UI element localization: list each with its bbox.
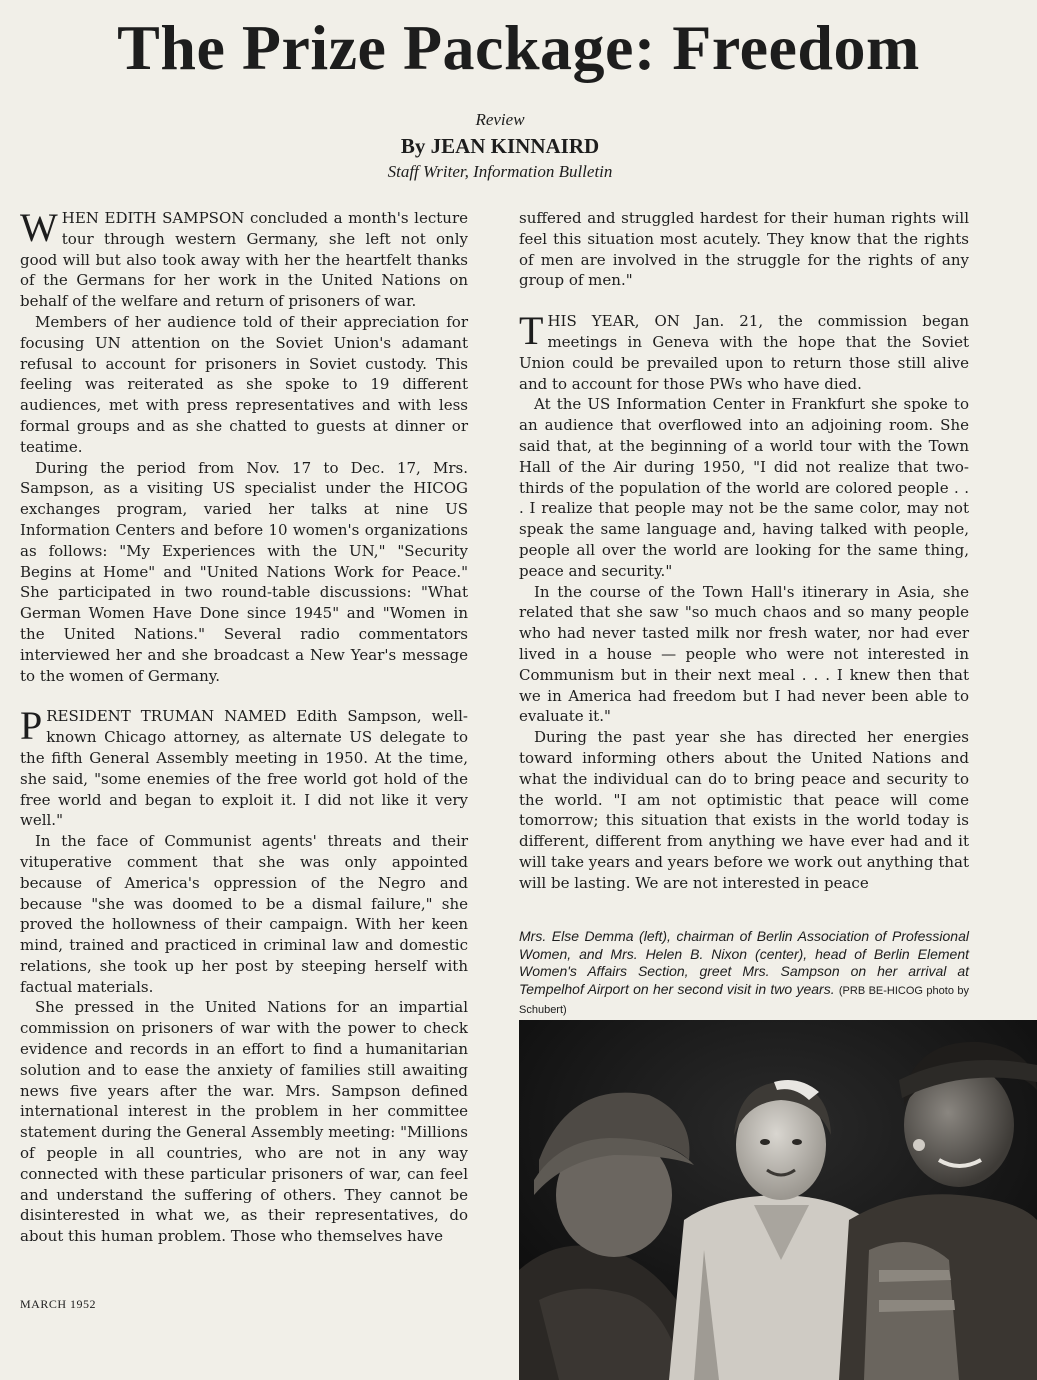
photo-credit: (PRB BE-HICOG photo by Schubert) <box>519 984 969 1016</box>
paragraph-11: During the past year she has directed her energies toward informing others about the United Nations and what the individual can do to bring peace and security to the world. "I am not optimistic that peace will come tomorrow; this situation that exists in the world today is different, different from anything we have ever had and it will take years and years before we work out anything that will be lasting. We are not interested in peace <box>519 728 969 892</box>
paragraph-8 <box>519 308 969 394</box>
photo-illustration <box>519 1020 1037 1380</box>
photo <box>519 1020 1037 1380</box>
byline <box>300 108 700 184</box>
paragraph-6: She pressed in the United Nations for an impartial commission on prisoners of war with the power to check evidence and records in an effort to find a humanitarian solution and to ease the anxiety of families still awaiting news five years after the war. Mrs. Sampson defined international interest in the problem in her committee statement during the General Assembly meeting: "Millions of people in all countries, who are not in any way connected with these particular prisoners of war, can feel and understand the suffering of others. They cannot be disinterested in what we, as their representatives, do about this human problem. Those who themselves have <box>20 998 468 1246</box>
paragraph-7: suffered and struggled hardest for their human rights will feel this situation most acutely. They know that the rights of men are involved in the struggle for the rights of any group of men." <box>519 209 969 290</box>
paragraph-5: In the face of Communist agents' threats and their vituperative comment that she was only appointed because of America's oppression of the Negro and because "she was doomed to be a dismal failure," she proved the hollowness of their campaign. With her keen mind, trained and practiced in criminal law and domestic relations, she took up her post by steeping herself with factual materials. <box>20 832 468 996</box>
caption-text: Mrs. Else Demma (left), chairman of Berlin Association of Professional Women, and Mrs. Helen B. Nixon (center), head of Berlin Element Women's Affairs Section, greet Mrs. Sampson on her arrival at Tempelhof Airport on her second visit in two years. <box>519 928 969 997</box>
section-label: Review <box>475 110 525 129</box>
drop-cap-t: T <box>519 308 544 354</box>
paragraph-10: In the course of the Town Hall's itinerary in Asia, she related that she saw "so much chaos and so many people who had never tasted milk nor fresh water, nor had ever lived in a house — people who were not interested in Communism but in their next meal . . . I knew then that we in America had freedom but I had never been able to evaluate it." <box>519 582 969 726</box>
issue-footer: MARCH 1952 <box>20 1297 97 1311</box>
paragraph-1-text: HEN EDITH SAMPSON concluded a month's lecture tour through western Germany, she left not only good will but also took away with her the heartfelt thanks of the Germans for her work in the United Nations on behalf of the welfare and return of prisoners of war. <box>20 209 468 311</box>
paragraph-1 <box>20 205 468 312</box>
paragraph-8-text: HIS YEAR, ON Jan. 21, the commission began meetings in Geneva with the hope that the Soviet Union could be prevailed upon to return those still alive and to account for those PWs who have died. <box>519 312 969 393</box>
photo-caption <box>519 928 969 1020</box>
paragraph-2: Members of her audience told of their appreciation for focusing UN attention on the Soviet Union's adamant refusal to account for prisoners in Soviet custody. This feeling was reiterated as she spoke to 19 different audiences, met with press representatives and with less formal groups and as she chatted to guests at dinner or teatime. <box>20 312 468 456</box>
author-title: Staff Writer, Information Bulletin <box>387 162 613 181</box>
paragraph-4 <box>20 703 468 831</box>
author-name: By JEAN KINNAIRD <box>400 134 600 158</box>
paragraph-9: At the US Information Center in Frankfurt she spoke to an audience that overflowed into an adjoining room. She said that, at the beginning of a world tour with the Town Hall of the Air during 1950, "I did not realize that two-thirds of the population of the world are colored people . . . I realize that people may not be the same color, may not speak the same language and, having talked with people, people all over the world are looking for the same thing, peace and security." <box>519 395 969 580</box>
left-column <box>20 205 468 1247</box>
paragraph-3: During the period from Nov. 17 to Dec. 17, Mrs. Sampson, as a visiting US specialist under the HICOG exchanges program, varied her talks at nine US Information Centers and before 10 women's organizations as follows: "My Experiences with the UN," "Security Begins at Home" and "United Nations Work for Peace." She participated in two round-table discussions: "What German Women Have Done since 1945" and "Women in the United Nations." Several radio commentators interviewed her and she broadcast a New Year's message to the women of Germany. <box>20 458 468 685</box>
right-column <box>519 208 969 894</box>
article-title: The Prize Package: Freedom <box>117 12 920 83</box>
drop-cap-p: P <box>20 703 43 749</box>
paragraph-4-text: RESIDENT TRUMAN NAMED Edith Sampson, well-known Chicago attorney, as alternate US delegate to the fifth General Assembly meeting in 1950. At the time, she said, "some enemies of the free world got hold of the free world and began to exploit it. I did not like it very well." <box>20 707 468 830</box>
drop-cap-w: W <box>20 205 58 250</box>
